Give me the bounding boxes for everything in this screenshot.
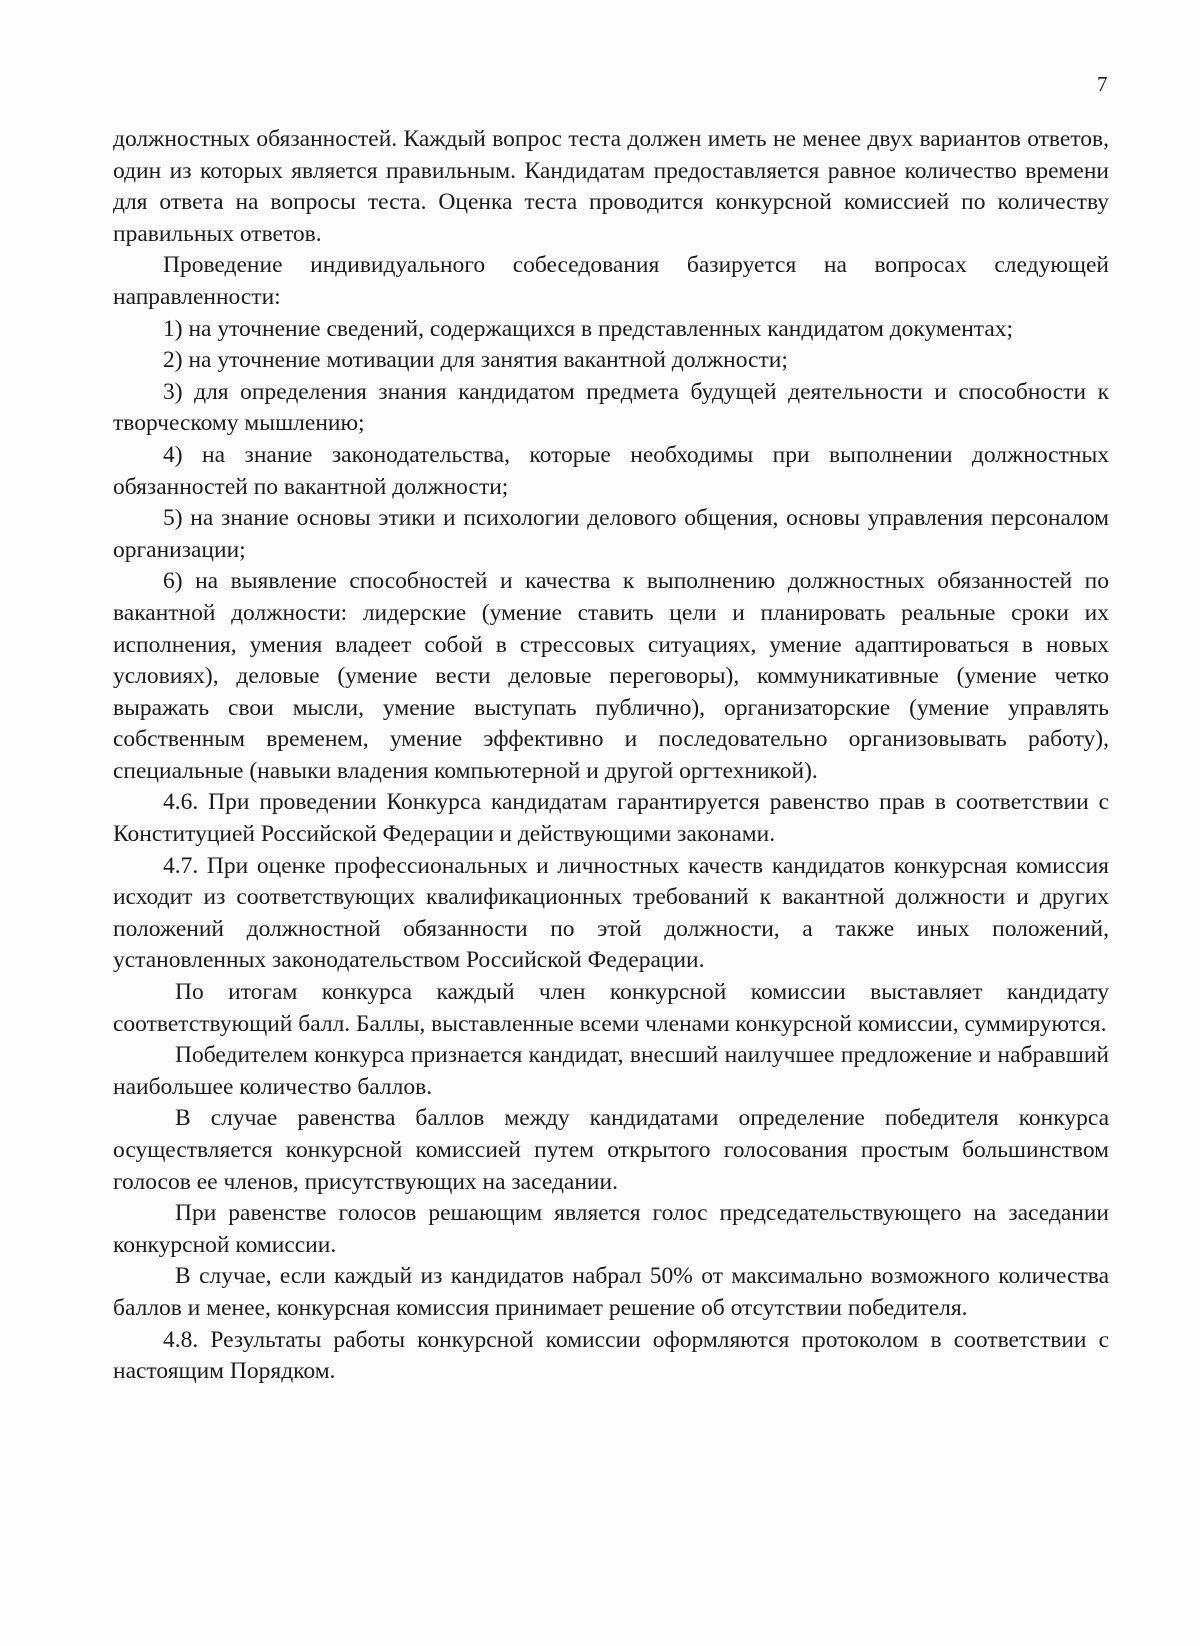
paragraph-test-continuation: должностных обязанностей. Каждый вопрос теста должен иметь не менее двух вариантов ответов, один из которых является правильным. Кандидатам предоставляется равное количество времени для ответа на вопросы теста. Оценка теста проводится конкурсной комиссией по количеству правильных ответов. [113, 126, 1109, 247]
list-item-1: 1) на уточнение сведений, содержащихся в представленных кандидатом документах; [163, 315, 1014, 342]
list-item-4: 4) на знание законодательства, которые необходимы при выполнении должностных обязанностей по вакантной должности; [113, 441, 1109, 500]
paragraph-interview-intro: Проведение индивидуального собеседования базируется на вопросах следующей направленности: [113, 252, 1109, 310]
paragraph-winner: Победителем конкурса признается кандидат, внесший наилучшее предложение и набравший наибольшее количество баллов. [113, 1042, 1109, 1100]
document-body [113, 124, 1109, 1388]
list-item-3: 3) для определения знания кандидатом предмета будущей деятельности и способности к творческому мышлению; [113, 378, 1109, 437]
paragraph-no-winner: В случае, если каждый из кандидатов набрал 50% от максимально возможного количества баллов и менее, конкурсная комиссия принимает решение об отсутствии победителя. [113, 1263, 1109, 1321]
clause-4-6: 4.6. При проведении Конкурса кандидатам гарантируется равенство прав в соответствии с Конституцией Российской Федерации и действующими законами. [113, 789, 1109, 848]
list-item-2: 2) на уточнение мотивации для занятия вакантной должности; [163, 347, 788, 374]
paragraph-scoring: По итогам конкурса каждый член конкурсной комиссии выставляет кандидату соответствующий балл. Баллы, выставленные всеми членами конкурсной комиссии, суммируются. [113, 979, 1109, 1037]
list-item-6: 6) на выявление способностей и качества к выполнению должностных обязанностей по вакантной должности: лидерские (умение ставить цели и планировать реальные сроки их исполнения, умения владеет собой в стрессовых ситуациях, умение адаптироваться в новых условиях), деловые (умение вести деловые переговоры), коммуникативные (умение четко выражать свои мысли, умение выступать публично), организаторские (умение управлять собственным временем, умение эффективно и последовательно организовывать работу), специальные (навыки владения компьютерной и другой оргтехникой). [113, 568, 1109, 784]
clause-4-7: 4.7. При оценке профессиональных и личностных качеств кандидатов конкурсная комиссия исходит из соответствующих квалификационных требований к вакантной должности и других положений должностной обязанности по этой должности, а также иных положений, установленных законодательством Российской Федерации. [113, 852, 1109, 974]
clause-4-8: 4.8. Результаты работы конкурсной комиссии оформляются протоколом в соответствии с настоящим Порядком. [113, 1326, 1109, 1385]
paragraph-tie-votes: При равенстве голосов решающим является голос председательствующего на заседании конкурсной комиссии. [113, 1200, 1109, 1258]
page-number: 7 [1097, 72, 1108, 96]
list-item-5: 5) на знание основы этики и психологии делового общения, основы управления персоналом организации; [113, 505, 1109, 563]
paragraph-tie-scores: В случае равенства баллов между кандидатами определение победителя конкурса осуществляется конкурсной комиссией путем открытого голосования простым большинством голосов ее членов, присутствующих на заседании. [113, 1105, 1109, 1195]
